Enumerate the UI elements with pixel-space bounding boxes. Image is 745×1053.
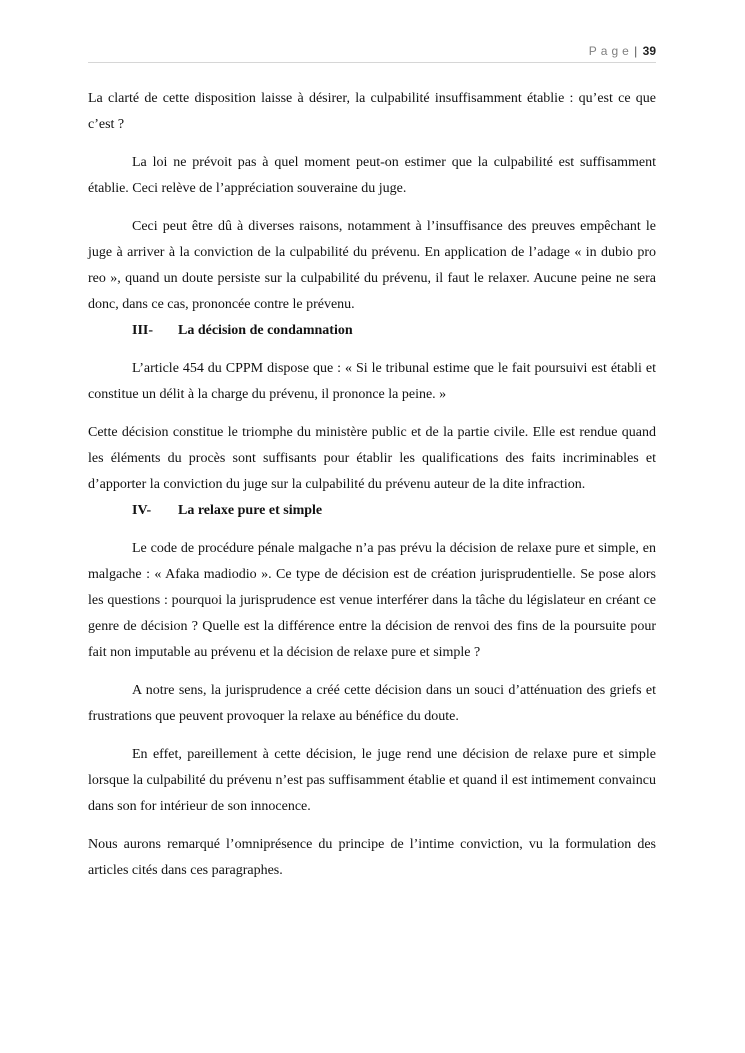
page-indicator bbox=[589, 44, 656, 58]
page-label: Page bbox=[588, 44, 633, 58]
section-heading-iv bbox=[88, 498, 656, 524]
paragraph-2: La loi ne prévoit pas à quel moment peut-on estimer que la culpabilité est suffisamment établie. Ceci relève de l’appréciation souveraine du juge. bbox=[88, 155, 656, 196]
paragraph-8: En effet, pareillement à cette décision, le juge rend une décision de relaxe pure et simple lorsque la culpabilité du prévenu n’est pas suffisamment établie et quand il est intimement convaincu dans son for intérieur de son innocence. bbox=[88, 747, 656, 814]
page-header bbox=[88, 42, 656, 63]
paragraph-1: La clarté de cette disposition laisse à désirer, la culpabilité insuffisamment établie : qu’est ce que c’est ? bbox=[88, 91, 656, 132]
page-number: 39 bbox=[642, 44, 656, 58]
paragraph-5: Cette décision constitue le triomphe du ministère public et de la partie civile. Elle est rendue quand les éléments du procès sont suffisants pour établir les qualifications des faits incriminables et d’apporter la conviction du juge sur la culpabilité du prévenu auteur de la dite infraction. bbox=[88, 425, 656, 492]
section-title: La décision de condamnation bbox=[178, 323, 353, 338]
section-title: La relaxe pure et simple bbox=[178, 503, 323, 518]
document-body bbox=[88, 86, 656, 884]
paragraph-9: Nous aurons remarqué l’omniprésence du principe de l’intime conviction, vu la formulation des articles cités dans ces paragraphes. bbox=[88, 837, 656, 878]
section-number: III- bbox=[132, 323, 154, 338]
paragraph-4: L’article 454 du CPPM dispose que : « Si le tribunal estime que le fait poursuivi est établi et constitue un délit à la charge du prévenu, il prononce la peine. » bbox=[88, 361, 656, 402]
paragraph-3: Ceci peut être dû à diverses raisons, notamment à l’insuffisance des preuves empêchant le juge à arriver à la conviction de la culpabilité du prévenu. En application de l’adage « in dubio pro reo », quand un doute persiste sur la culpabilité du prévenu, il faut le relaxer. Aucune peine ne sera donc, dans ce cas, prononcée contre le prévenu. bbox=[88, 219, 656, 312]
section-number: IV- bbox=[132, 503, 152, 518]
paragraph-7: A notre sens, la jurisprudence a créé cette décision dans un souci d’atténuation des griefs et frustrations que peuvent provoquer la relaxe au bénéfice du doute. bbox=[88, 683, 656, 724]
section-heading-iii bbox=[88, 318, 656, 344]
page-separator: | bbox=[634, 44, 638, 58]
paragraph-6: Le code de procédure pénale malgache n’a pas prévu la décision de relaxe pure et simple, en malgache : « Afaka madiodio ». Ce type de décision est de création jurisprudentielle. Se pose alors les questions : pourquoi la jurisprudence est venue interférer dans la tâche du législateur en créant ce genre de décision ? Quelle est la différence entre la décision de renvoi des fins de la poursuite pour fait non imputable au prévenu et la décision de relaxe pure et simple ? bbox=[88, 541, 656, 660]
